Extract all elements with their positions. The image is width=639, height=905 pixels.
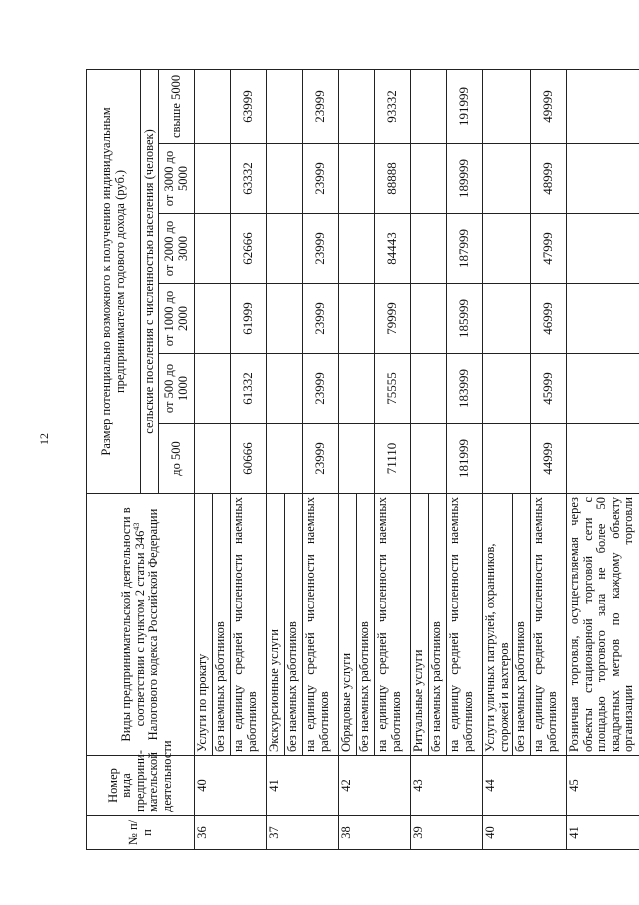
table-subrow [531,69,567,849]
empty-cell [483,354,531,424]
header-settlements: сельские поселения с численностью населения (человек) [141,69,159,493]
income-value: 79999 [375,284,411,354]
empty-cell [567,354,639,424]
empty-cell [411,214,447,284]
empty-cell [483,424,531,494]
subrow-label: без наемных работников [213,494,231,756]
table-row [195,69,213,849]
activity-name: Розничная торговля, осуществляемая через объекты стационарной торговой сети с площадью торгового зала не более 50 квадратных метров по каждому объекту организации торговли [567,494,639,756]
empty-cell [483,144,531,214]
activity-name: Обрядовые услуги [339,494,357,756]
income-value: 49999 [531,69,567,143]
subrow-label: без наемных работников [513,494,531,756]
empty-cell [567,214,639,284]
table-subrow [303,69,339,849]
empty-cell [267,284,303,354]
income-value: 23999 [303,424,339,494]
income-value: 191999 [447,69,483,143]
empty-cell [195,214,231,284]
header-range-3: от 2000 до 3000 [159,214,195,284]
subrow-label: на единицу средней численности наемных работников [375,494,411,756]
header-range-0: до 500 [159,424,195,494]
subrow-label: на единицу средней численности наемных работников [231,494,267,756]
empty-cell [483,214,531,284]
income-value: 181999 [447,424,483,494]
header-range-2: от 1000 до 2000 [159,284,195,354]
empty-cell [411,354,447,424]
empty-cell [267,424,303,494]
header-kind-sup: 43 [131,522,141,531]
table-row [339,69,357,849]
income-value: 23999 [303,144,339,214]
empty-cell [339,354,375,424]
income-value: 183999 [447,354,483,424]
income-value: 84443 [375,214,411,284]
income-value: 23999 [303,214,339,284]
income-value: 75555 [375,354,411,424]
table-row [411,69,429,849]
empty-cell [339,144,375,214]
row-number: 40 [483,816,567,850]
empty-cell [339,69,375,143]
income-value: 44999 [531,424,567,494]
empty-cell [339,214,375,284]
income-value: 61332 [231,354,267,424]
income-value: 46999 [531,284,567,354]
income-value: 45999 [531,354,567,424]
income-value: 71110 [375,424,411,494]
empty-cell [267,214,303,284]
income-table [86,69,639,850]
page-number: 12 [37,433,51,445]
empty-cell [195,424,231,494]
income-value: 60666 [231,424,267,494]
table-row [267,69,285,849]
empty-cell [339,424,375,494]
empty-cell [567,424,639,494]
subrow-label: на единицу средней численности наемных работников [303,494,339,756]
row-number: 36 [195,816,267,850]
subrow-label: на единицу средней численности наемных работников [447,494,483,756]
activity-name: Услуги уличных патрулей, охранников, сторожей и вахтеров [483,494,513,756]
header-range-5: свыше 5000 [159,69,195,143]
income-value: 48999 [531,144,567,214]
activity-code: 42 [339,756,411,816]
income-value: 187999 [447,214,483,284]
empty-cell [483,284,531,354]
empty-cell [411,284,447,354]
income-value: 23999 [303,284,339,354]
empty-cell [195,144,231,214]
income-value: 63999 [231,69,267,143]
income-value: 47999 [531,214,567,284]
activity-name: Ритуальные услуги [411,494,429,756]
empty-cell [567,284,639,354]
empty-cell [483,69,531,143]
subrow-label: на единицу средней численности наемных работников [531,494,567,756]
income-value: 23999 [303,354,339,424]
header-income: Размер потенциально возможного к получению индивидуальным предпринимателем годового дохода (руб.) [87,69,141,493]
header-kind-pre: Виды предпринимательской деятельности в соответствии с пунктом 2 статьи 346 [119,507,147,742]
table-row [567,69,639,849]
header-range-4: от 3000 до 5000 [159,144,195,214]
header-code: Номер вида предприни-мательской деятельности [87,756,195,816]
row-number: 38 [339,816,411,850]
row-number: 39 [411,816,483,850]
row-number: 37 [267,816,339,850]
table-row [483,69,513,849]
income-value: 185999 [447,284,483,354]
empty-cell [411,144,447,214]
empty-cell [567,69,639,143]
income-value: 88888 [375,144,411,214]
income-value: 61999 [231,284,267,354]
header-range-1: от 500 до 1000 [159,354,195,424]
empty-cell [195,354,231,424]
empty-cell [267,354,303,424]
income-value: 23999 [303,69,339,143]
header-kind [87,494,195,756]
activity-code: 44 [483,756,567,816]
empty-cell [267,69,303,143]
empty-cell [411,424,447,494]
table-subrow [447,69,483,849]
activity-code: 45 [567,756,639,816]
empty-cell [195,69,231,143]
empty-cell [339,284,375,354]
income-value: 63332 [231,144,267,214]
activity-name: Экскурсионные услуги [267,494,285,756]
income-value: 93332 [375,69,411,143]
row-number: 41 [567,816,639,850]
empty-cell [567,144,639,214]
table-subrow [231,69,267,849]
rotated-table-wrapper [86,70,635,850]
header-kind-post: Налогового кодекса Российской Федерации [146,508,161,741]
subrow-label: без наемных работников [429,494,447,756]
header-no: № п/п [87,816,195,850]
subrow-label: без наемных работников [357,494,375,756]
income-value: 62666 [231,214,267,284]
table-subrow [375,69,411,849]
empty-cell [195,284,231,354]
empty-cell [411,69,447,143]
activity-code: 41 [267,756,339,816]
activity-code: 40 [195,756,267,816]
activity-name: Услуги по прокату [195,494,213,756]
empty-cell [267,144,303,214]
income-value: 189999 [447,144,483,214]
subrow-label: без наемных работников [285,494,303,756]
activity-code: 43 [411,756,483,816]
